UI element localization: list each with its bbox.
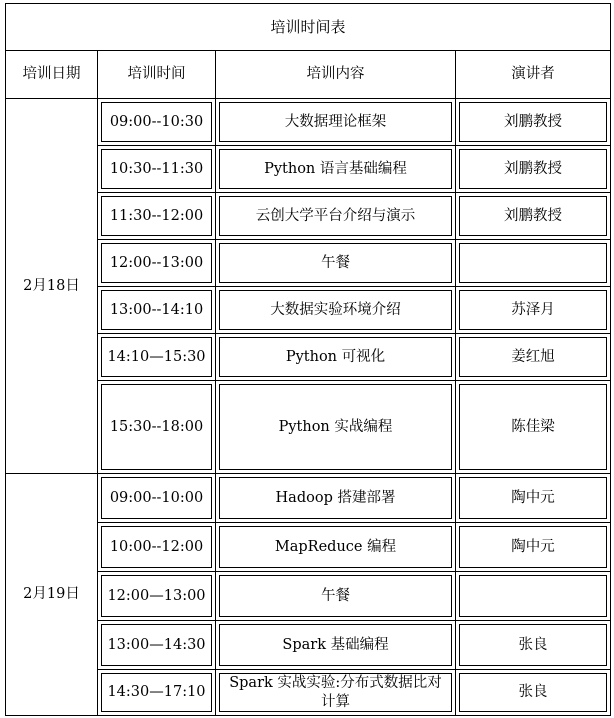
schedule-table (5, 3, 611, 716)
content-cell: Spark 实战实验:分布式数据比对计算 (216, 670, 456, 716)
title-row (6, 4, 611, 51)
table-row (6, 474, 611, 523)
table-title: 培训时间表 (6, 4, 611, 51)
header-speaker: 演讲者 (456, 51, 611, 99)
content-cell: Python 语言基础编程 (216, 146, 456, 193)
header-date: 培训日期 (6, 51, 98, 99)
time-cell: 14:30—17:10 (98, 670, 216, 716)
speaker-cell (456, 572, 611, 621)
time-cell: 12:00--13:00 (98, 240, 216, 287)
speaker-cell: 陶中元 (456, 523, 611, 572)
header-time: 培训时间 (98, 51, 216, 99)
speaker-cell: 张良 (456, 621, 611, 670)
time-cell: 10:30--11:30 (98, 146, 216, 193)
speaker-cell: 陈佳梁 (456, 381, 611, 474)
speaker-cell: 刘鹏教授 (456, 193, 611, 240)
time-cell: 11:30--12:00 (98, 193, 216, 240)
time-cell: 13:00—14:30 (98, 621, 216, 670)
time-cell: 12:00—13:00 (98, 572, 216, 621)
content-cell: Spark 基础编程 (216, 621, 456, 670)
speaker-cell: 张良 (456, 670, 611, 716)
content-cell: 云创大学平台介绍与演示 (216, 193, 456, 240)
content-cell: 午餐 (216, 572, 456, 621)
content-cell: 午餐 (216, 240, 456, 287)
speaker-cell: 苏泽月 (456, 287, 611, 334)
content-cell: MapReduce 编程 (216, 523, 456, 572)
content-cell: 大数据实验环境介绍 (216, 287, 456, 334)
date-cell: 2月18日 (6, 99, 98, 474)
time-cell: 10:00--12:00 (98, 523, 216, 572)
content-cell: 大数据理论框架 (216, 99, 456, 146)
speaker-cell: 陶中元 (456, 474, 611, 523)
content-cell: Python 可视化 (216, 334, 456, 381)
speaker-cell (456, 240, 611, 287)
content-cell: Python 实战编程 (216, 381, 456, 474)
speaker-cell: 刘鹏教授 (456, 99, 611, 146)
time-cell: 14:10—15:30 (98, 334, 216, 381)
speaker-cell: 刘鹏教授 (456, 146, 611, 193)
speaker-cell: 姜红旭 (456, 334, 611, 381)
content-cell: Hadoop 搭建部署 (216, 474, 456, 523)
table-row (6, 99, 611, 146)
time-cell: 15:30--18:00 (98, 381, 216, 474)
date-cell: 2月19日 (6, 474, 98, 716)
header-content: 培训内容 (216, 51, 456, 99)
header-row (6, 51, 611, 99)
time-cell: 13:00--14:10 (98, 287, 216, 334)
time-cell: 09:00--10:30 (98, 99, 216, 146)
time-cell: 09:00--10:00 (98, 474, 216, 523)
